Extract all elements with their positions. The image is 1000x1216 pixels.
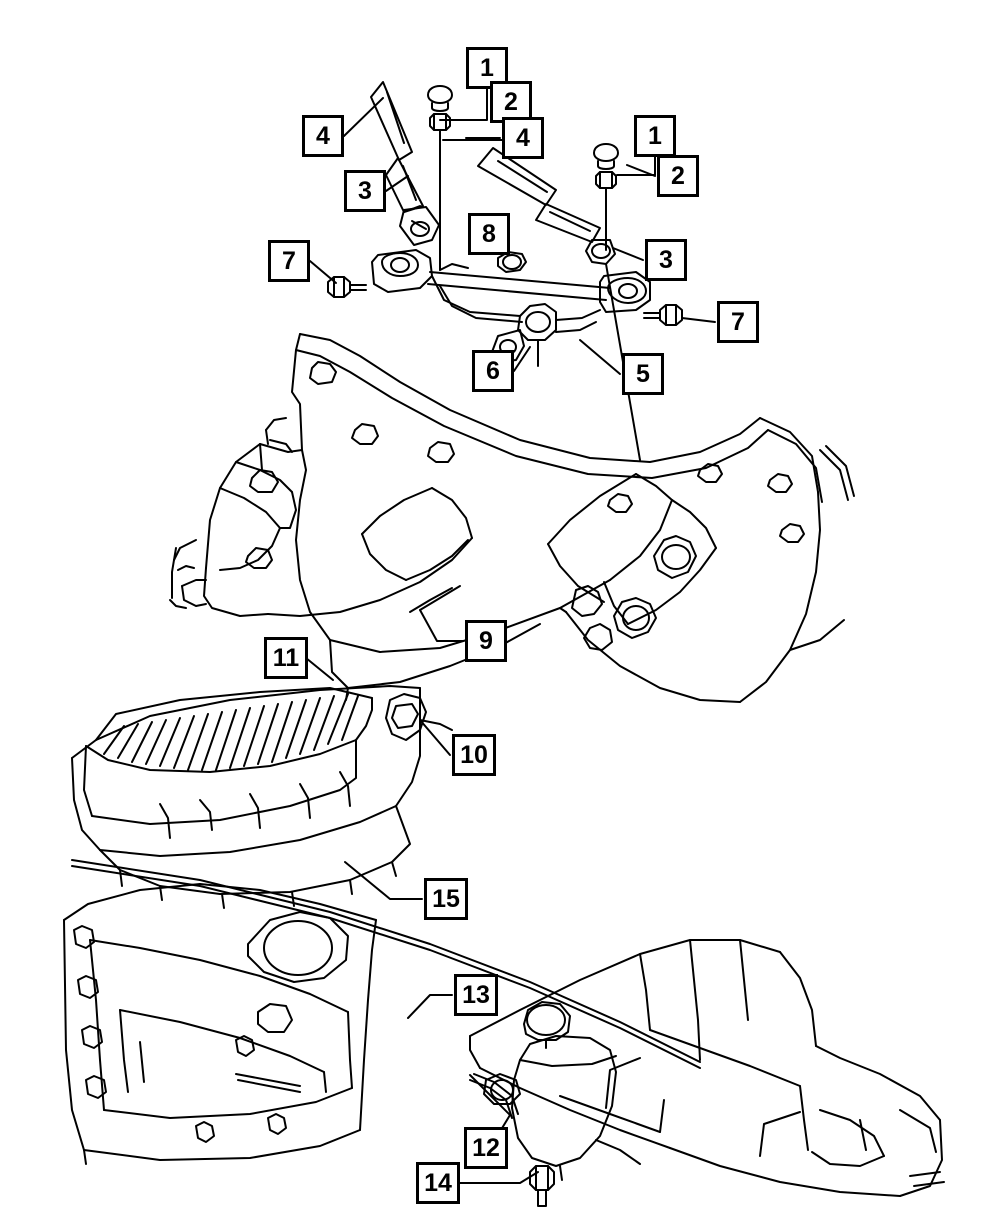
- callout-label: 1: [480, 53, 494, 82]
- callout-5[interactable]: [622, 353, 664, 395]
- callout-label: 3: [659, 245, 673, 274]
- callout-7-left[interactable]: [268, 240, 310, 282]
- callout-9[interactable]: [465, 620, 507, 662]
- callout-4-left[interactable]: [302, 115, 344, 157]
- callout-label: 2: [671, 161, 685, 190]
- callout-label: 9: [479, 626, 493, 655]
- callout-3-right[interactable]: [645, 239, 687, 281]
- callout-label: 3: [358, 176, 372, 205]
- callout-4-right[interactable]: [502, 117, 544, 159]
- callout-10[interactable]: [452, 734, 496, 776]
- callout-label: 8: [482, 219, 496, 248]
- callout-label: 7: [731, 307, 745, 336]
- callout-12[interactable]: [464, 1127, 508, 1169]
- callout-2-right[interactable]: [657, 155, 699, 197]
- callout-label: 13: [462, 980, 490, 1009]
- callout-7-right[interactable]: [717, 301, 759, 343]
- callout-1-right[interactable]: [634, 115, 676, 157]
- callout-label: 6: [486, 356, 500, 385]
- callout-11[interactable]: [264, 637, 308, 679]
- callout-8[interactable]: [468, 213, 510, 255]
- callout-label: 4: [516, 123, 530, 152]
- callout-label: 10: [460, 740, 488, 769]
- callout-15[interactable]: [424, 878, 468, 920]
- callout-14[interactable]: [416, 1162, 460, 1204]
- callout-label: 11: [272, 643, 300, 672]
- callout-label: 2: [504, 87, 518, 116]
- callout-label: 5: [636, 359, 650, 388]
- callout-label: 12: [472, 1133, 500, 1162]
- callout-13[interactable]: [454, 974, 498, 1016]
- callout-label: 7: [282, 246, 296, 275]
- callout-label: 14: [424, 1168, 452, 1197]
- callout-6[interactable]: [472, 350, 514, 392]
- callout-label: 1: [648, 121, 662, 150]
- callout-3-left[interactable]: [344, 170, 386, 212]
- callout-label: 15: [432, 884, 460, 913]
- callout-label: 4: [316, 121, 330, 150]
